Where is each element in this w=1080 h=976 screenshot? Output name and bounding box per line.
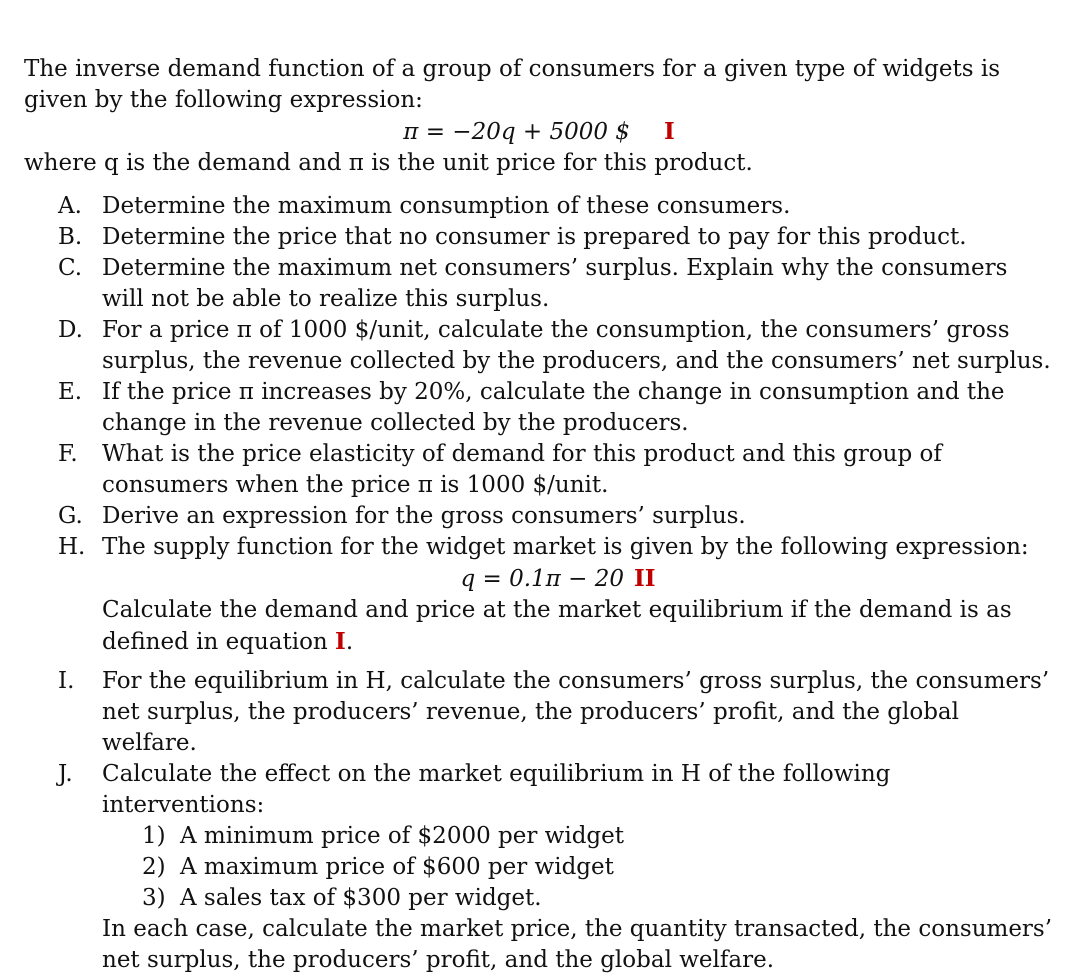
supply-equation-line	[102, 563, 1014, 595]
intervention-item	[142, 852, 1054, 883]
question-letter: J.	[58, 761, 73, 787]
question-letter: I.	[58, 668, 75, 694]
equation-label-i: I	[663, 118, 675, 145]
question-text: For the equilibrium in H, calculate the consumers’ gross surplus, the consumers’ net surplus, the producers’ revenue, the producers’ profit, and the global welfare.	[102, 668, 1050, 756]
question-letter: A.	[58, 193, 82, 219]
intervention-number: 3)	[142, 885, 166, 911]
question-text: The supply function for the widget market is given by the following expression:	[102, 534, 1029, 560]
intervention-text: A minimum price of $2000 per widget	[180, 823, 625, 849]
question-text: Calculate the effect on the market equilibrium in H of the following interventions:	[102, 761, 891, 818]
question-j-body	[102, 759, 1054, 976]
question-h	[58, 532, 1054, 658]
intro-text: The inverse demand function of a group of consumers for a given type of widgets is given by the following expression:	[24, 56, 1000, 113]
intervention-text: A maximum price of $600 per widget	[180, 854, 614, 880]
question-text: For a price π of 1000 $/unit, calculate the consumption, the consumers’ gross surplus, the revenue collected by the producers, and the consumers’ net surplus.	[102, 317, 1051, 374]
supply-equation: q = 0.1π − 20	[460, 566, 624, 592]
intervention-item	[142, 821, 1054, 852]
question-text: What is the price elasticity of demand for this product and this group of consumers when the price π is 1000 $/unit.	[102, 441, 942, 498]
question-list	[58, 191, 1054, 976]
question-h-followup	[102, 595, 1054, 658]
question-text: Derive an expression for the gross consumers’ surplus.	[102, 503, 746, 529]
question-a	[58, 191, 1054, 222]
question-letter: C.	[58, 255, 83, 281]
intro-definition: where q is the demand and π is the unit price for this product.	[24, 150, 753, 176]
question-e	[58, 377, 1054, 439]
question-j	[58, 759, 1054, 976]
demand-equation-line	[24, 116, 1054, 148]
problem-statement	[24, 54, 1054, 976]
question-letter: G.	[58, 503, 83, 529]
question-text: Determine the maximum net consumers’ surplus. Explain why the consumers will not be able to realize this surplus.	[102, 255, 1008, 312]
question-c	[58, 253, 1054, 315]
question-j-closing: In each case, calculate the market price, the quantity transacted, the consumers’ net surplus, the producers’ profit, and the global welfare.	[102, 916, 1053, 973]
intervention-list	[142, 821, 1054, 914]
question-text: Determine the price that no consumer is prepared to pay for this product.	[102, 224, 967, 250]
question-text: If the price π increases by 20%, calculate the change in consumption and the change in the revenue collected by the producers.	[102, 379, 1005, 436]
question-i	[58, 666, 1054, 759]
question-letter: E.	[58, 379, 83, 405]
intervention-text: A sales tax of $300 per widget.	[180, 885, 542, 911]
question-h-body	[102, 532, 1054, 658]
demand-equation: π = −20q + 5000 $	[403, 119, 630, 145]
question-text: Determine the maximum consumption of these consumers.	[102, 193, 791, 219]
intervention-number: 1)	[142, 823, 166, 849]
intervention-item	[142, 883, 1054, 914]
question-letter: D.	[58, 317, 83, 343]
question-g	[58, 501, 1054, 532]
question-b	[58, 222, 1054, 253]
intervention-number: 2)	[142, 854, 166, 880]
question-f	[58, 439, 1054, 501]
question-letter: B.	[58, 224, 83, 250]
question-letter: F.	[58, 441, 78, 467]
question-d	[58, 315, 1054, 377]
question-letter: H.	[58, 534, 86, 560]
followup-text: Calculate the demand and price at the market equilibrium if the demand is as defined in equation	[102, 597, 1012, 655]
followup-period: .	[345, 629, 354, 655]
equation-label-ii: II	[633, 565, 656, 592]
equation-reference-i: I	[335, 628, 346, 655]
